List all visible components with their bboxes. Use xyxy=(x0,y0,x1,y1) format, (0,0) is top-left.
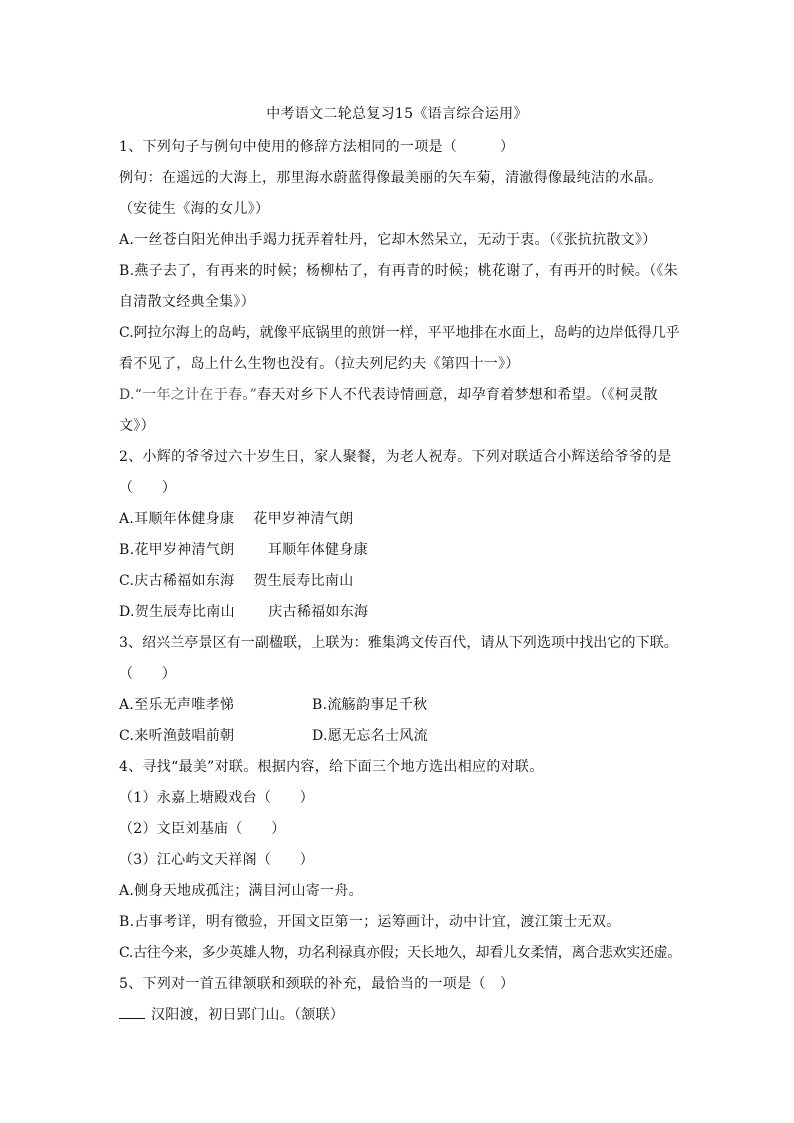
q3-option-a: A.至乐无声唯孝悌 xyxy=(119,697,235,713)
q1-stem: 1、下列句子与例句中使用的修辞方法相同的一项是（ ） xyxy=(119,139,515,155)
q3-options-row-1 xyxy=(119,690,681,721)
q1-option-d-quote: D.“一年之计在于春。” xyxy=(119,387,258,403)
q2-option-a: A.耳顺年体健身康 花甲岁神清气朗 xyxy=(119,511,354,527)
q2-option-d: D.贺生辰寿比南山 庆古稀福如东海 xyxy=(119,604,369,620)
q2-option-c: C.庆古稀福如东海 贺生辰寿比南山 xyxy=(119,573,354,589)
q1-example-line-1: 例句：在遥远的大海上，那里海水蔚蓝得像最美丽的矢车菊，清澈得像最纯洁的水晶。 xyxy=(119,170,663,186)
q1-option-d-rest: 春天对乡下人不代表诗情画意，却孕育着梦想和希望。（《柯灵散 xyxy=(257,387,658,403)
q2-option-b: B.花甲岁神清气朗 耳顺年体健身康 xyxy=(119,542,368,558)
q3-answer-paren: （ ） xyxy=(119,666,177,682)
q4-option-a: A.侧身天地成孤注；满目河山寄一舟。 xyxy=(119,883,363,899)
q3-option-c: C.来听渔鼓唱前朝 xyxy=(119,728,235,744)
q1-option-d-line-1 xyxy=(119,380,681,411)
q3-option-b: B.流觞韵事足千秋 xyxy=(312,697,428,713)
q1-option-a: A.一丝苍白阳光伸出手竭力抚弄着牡丹，它却木然呆立，无动于衷。（《张抗抗散文》） xyxy=(119,232,657,248)
q2-answer-paren: （ ） xyxy=(119,480,177,496)
q4-item-3: （3）江心屿文天祥阁（ ） xyxy=(119,852,315,868)
q4-item-1: （1）永嘉上塘殿戏台（ ） xyxy=(119,790,315,806)
question-list xyxy=(119,132,681,1031)
q5-line-1 xyxy=(119,1000,681,1031)
q5-line-1-text: 汉阳渡，初日郢门山。（颔联） xyxy=(151,1007,345,1023)
q4-option-c: C.古往今来，多少英雄人物，功名利禄真亦假；天长地久，却看儿女柔情，离合悲欢实还虚。 xyxy=(119,945,682,961)
q1-option-b-line-1: B.燕子去了，有再来的时候；杨柳枯了，有再青的时候；桃花谢了，有再开的时候。（《朱 xyxy=(119,263,679,279)
document-title: 中考语文二轮总复习15《语言综合运用》 xyxy=(266,106,528,122)
q4-stem: 4、寻找“最美”对联。根据内容，给下面三个地方选出相应的对联。 xyxy=(119,759,544,775)
q1-option-d-line-2: 文》） xyxy=(119,418,155,434)
q3-stem: 3、绍兴兰亭景区有一副楹联，上联为：雅集鸿文传百代，请从下列选项中找出它的下联。 xyxy=(119,635,678,651)
q1-option-b-line-2: 自清散文经典全集》） xyxy=(119,294,255,310)
q1-option-c-line-1: C.阿拉尔海上的岛屿，就像平底锅里的煎饼一样，平平地排在水面上，岛屿的边岸低得几乎 xyxy=(119,325,680,341)
q3-option-d: D.愿无忘名士风流 xyxy=(312,728,428,744)
q4-item-2: （2）文臣刘基庙（ ） xyxy=(119,821,286,837)
q3-options-row-2 xyxy=(119,721,681,752)
q2-stem: 2、小辉的爷爷过六十岁生日，家人聚餐，为老人祝寿。下列对联适合小辉送给爷爷的是 xyxy=(119,449,672,465)
q5-stem: 5、下列对一首五律颔联和颈联的补充，最恰当的一项是（ ） xyxy=(119,976,515,992)
q1-option-c-line-2: 看不见了，岛上什么生物也没有。（拉夫列尼约夫《第四十一》） xyxy=(119,356,520,372)
fill-in-blank xyxy=(119,1004,145,1019)
q1-example-line-2: （安徒生《海的女儿》） xyxy=(119,201,270,217)
q4-option-b: B.占事考详，明有徵验，开国文臣第一；运筹画计，动中计宜，渡江策士无双。 xyxy=(119,914,621,930)
